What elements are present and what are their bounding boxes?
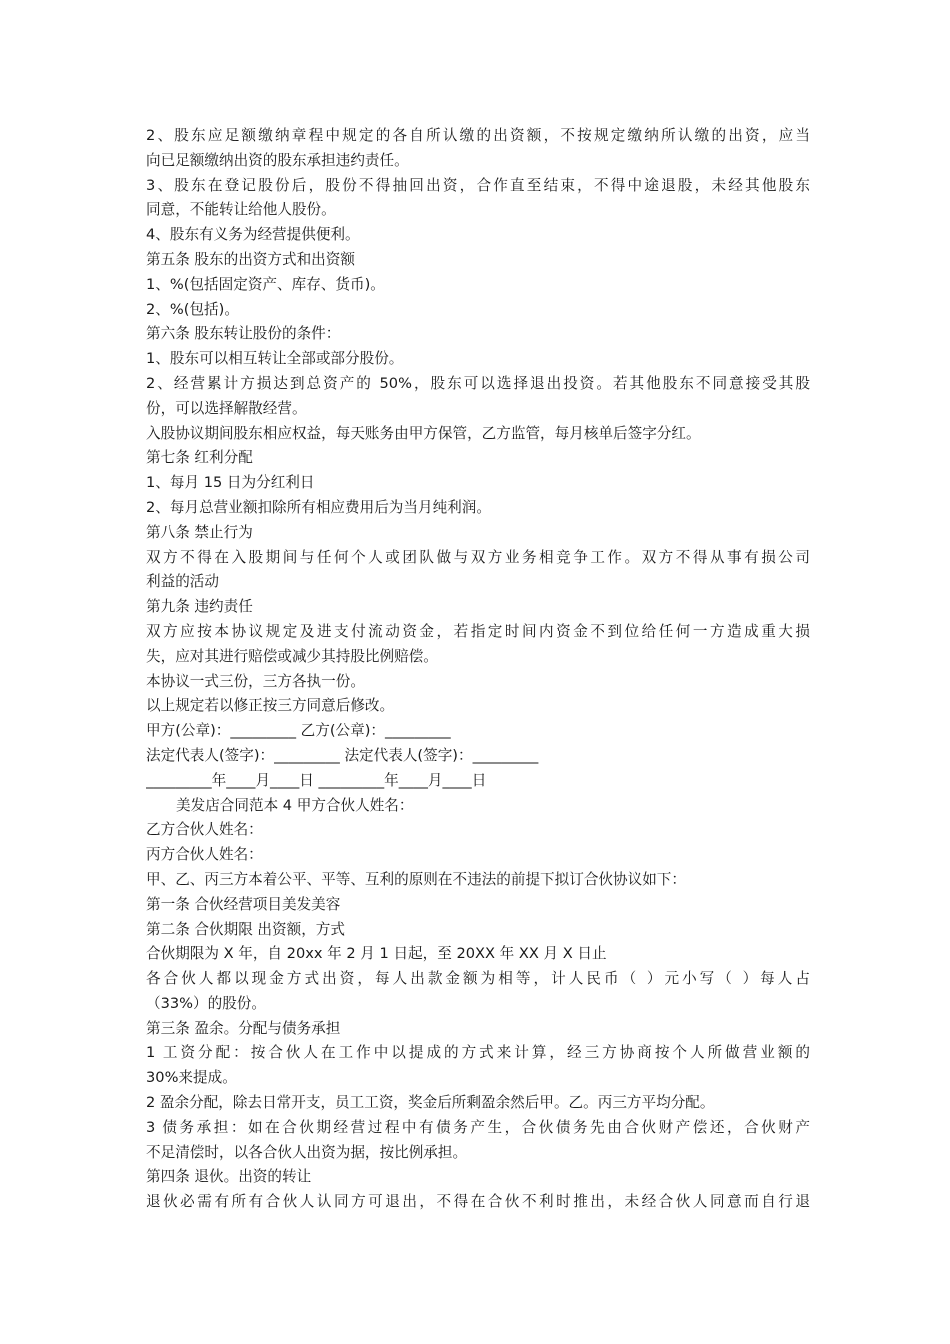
- document-line: 2、股东应足额缴纳章程中规定的各自所认缴的出资额，不按规定缴纳所认缴的出资，应当: [146, 127, 810, 144]
- document-line: 入股协议期间股东相应权益，每天账务由甲方保管，乙方监管，每月核单后签字分红。: [146, 424, 701, 442]
- document-line: 第二条 合伙期限 出资额，方式: [146, 920, 345, 938]
- document-line: 甲方(公章)：_________ 乙方(公章)：_________: [146, 722, 451, 740]
- document-line: 丙方合伙人姓名：: [146, 846, 263, 864]
- document-line: 双方应按本协议规定及进支付流动资金，若指定时间内资金不到位给任何一方造成重大损: [146, 622, 810, 640]
- document-line: 同意，不能转让给他人股份。: [146, 201, 336, 219]
- document-line: 2、每月总营业额扣除所有相应费用后为当月纯利润。: [146, 498, 491, 516]
- document-line: 4、股东有义务为经营提供便利。: [146, 226, 360, 244]
- document-body: [146, 124, 810, 1215]
- document-line: 2 盈余分配，除去日常开支，员工工资，奖金后所剩盈余然后甲。乙。丙三方平均分配。: [146, 1094, 715, 1112]
- document-line: 法定代表人(签字)：_________ 法定代表人(签字)：_________: [146, 746, 539, 764]
- document-line: 份，可以选择解散经营。: [146, 399, 307, 417]
- document-line: 第三条 盈余。分配与债务承担: [146, 1019, 341, 1037]
- document-line: 退伙必需有所有合伙人认同方可退出，不得在合伙不利时推出，未经合伙人同意而自行退: [146, 1193, 810, 1211]
- document-line: 第九条 违约责任: [146, 598, 253, 616]
- document-line: 利益的活动: [146, 573, 219, 591]
- document-line: 第六条 股东转让股份的条件：: [146, 325, 341, 343]
- document-line: 第七条 红利分配: [146, 449, 253, 467]
- document-line: 1、%(包括固定资产、库存、货币)。: [146, 275, 385, 293]
- document-line: 3、股东在登记股份后，股份不得抽回出资，合作直至结束，不得中途退股，未经其他股东: [146, 176, 810, 194]
- document-line: 向已足额缴纳出资的股东承担违约责任。: [146, 151, 409, 169]
- document-line: 不足清偿时，以各合伙人出资为据，按比例承担。: [146, 1143, 468, 1161]
- document-line: 第五条 股东的出资方式和出资额: [146, 250, 355, 268]
- document-line: 第四条 退伙。出资的转让: [146, 1168, 312, 1186]
- document-line: （33%）的股份。: [146, 994, 266, 1012]
- document-line: 第一条 合伙经营项目美发美容: [146, 895, 341, 913]
- document-line: 本协议一式三份，三方各执一份。: [146, 672, 365, 690]
- document-line: 3 债务承担：如在合伙期经营过程中有债务产生，合伙债务先由合伙财产偿还，合伙财产: [146, 1118, 810, 1136]
- document-line: 第八条 禁止行为: [146, 523, 253, 541]
- document-line: 2、%(包括)。: [146, 300, 239, 318]
- document-line: 甲、乙、丙三方本着公平、平等、互利的原则在不违法的前提下拟订合伙协议如下：: [146, 870, 686, 888]
- document-line: 2、经营累计方损达到总资产的 50%，股东可以选择退出投资。若其他股东不同意接受其股: [146, 374, 810, 392]
- document-line: 乙方合伙人姓名：: [146, 821, 263, 839]
- document-line: 失，应对其进行赔偿或减少其持股比例赔偿。: [146, 647, 438, 665]
- document-line: 美发店合同范本 4 甲方合伙人姓名：: [176, 796, 414, 814]
- document-line: 各合伙人都以现金方式出资，每人出款金额为相等，计人民币（ ）元小写（ ）每人占: [146, 970, 810, 988]
- document-line: 双方不得在入股期间与任何个人或团队做与双方业务相竞争工作。双方不得从事有损公司: [146, 548, 810, 566]
- document-line: 合伙期限为 X 年，自 20xx 年 2 月 1 日起，至 20XX 年 XX 月 X 日止: [146, 945, 607, 963]
- document-line: 1、每月 15 日为分红利日: [146, 474, 315, 492]
- document-line: 1、股东可以相互转让全部或部分股份。: [146, 350, 404, 368]
- document-line: 1 工资分配：按合伙人在工作中以提成的方式来计算，经三方协商按个人所做营业额的: [146, 1044, 810, 1062]
- document-line: 30%来提成。: [146, 1069, 237, 1087]
- document-line: _________年____月____日 _________年____月____日: [146, 771, 487, 789]
- document-line: 以上规定若以修正按三方同意后修改。: [146, 697, 395, 715]
